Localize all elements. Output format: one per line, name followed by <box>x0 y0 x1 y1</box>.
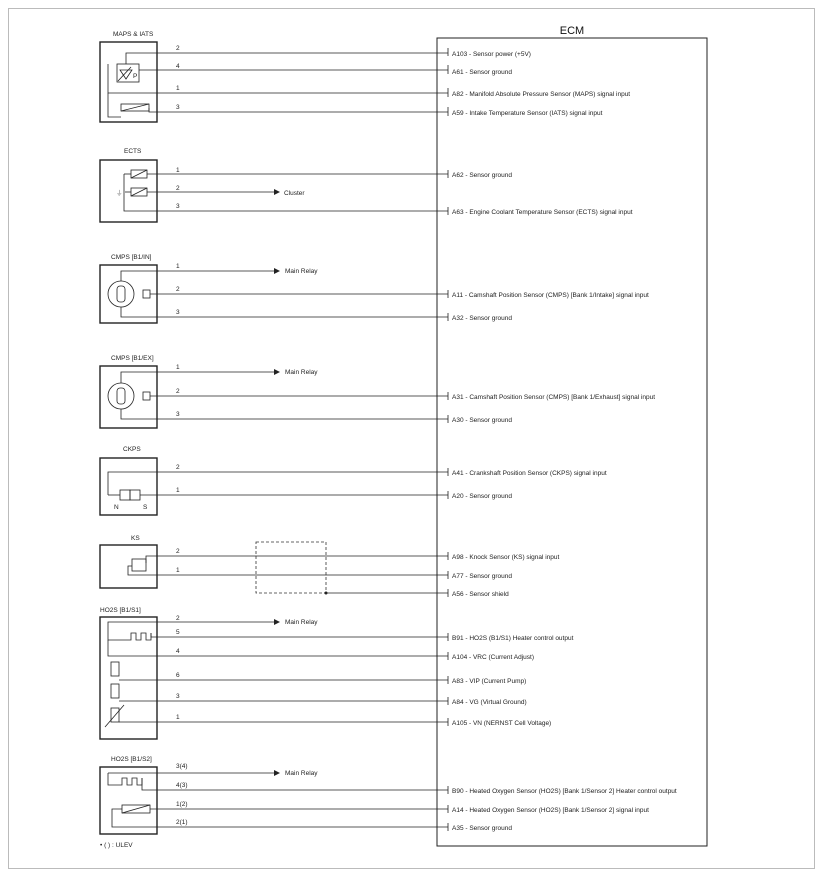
arrow-icon <box>274 268 280 274</box>
external-label: Main Relay <box>285 369 318 376</box>
pin-number: 1 <box>176 263 180 270</box>
arrow-icon <box>274 369 280 375</box>
pin-number: 2 <box>176 464 180 471</box>
component-label: HO2S [B1/S2] <box>111 756 152 763</box>
pin-number: 1(2) <box>176 801 188 808</box>
pin-number: 2 <box>176 286 180 293</box>
pole-label: N <box>114 504 119 511</box>
component-box <box>100 160 157 222</box>
component-label: CMPS [B1/EX] <box>111 355 154 362</box>
component-box <box>100 458 157 515</box>
ecm-terminal: A83 - VIP (Current Pump) <box>452 678 527 685</box>
component-box <box>100 767 157 834</box>
arrow-icon <box>274 770 280 776</box>
component-label: HO2S [B1/S1] <box>100 607 141 614</box>
shield-icon <box>256 542 326 593</box>
ecm-terminal: A105 - VN (NERNST Cell Voltage) <box>452 720 552 727</box>
pin-number: 4(3) <box>176 782 188 789</box>
ecm-terminal: A31 - Camshaft Position Sensor (CMPS) [Bank 1/Exhaust] signal input <box>452 394 656 401</box>
ecm-terminal: A104 - VRC (Current Adjust) <box>452 654 535 661</box>
arrow-icon <box>274 619 280 625</box>
pin-number: 1 <box>176 167 180 174</box>
ecm-terminal: A59 - Intake Temperature Sensor (IATS) signal input <box>452 110 603 117</box>
pole-label: S <box>143 504 148 511</box>
component-label: CMPS [B1/IN] <box>111 254 152 261</box>
component-label: ECTS <box>124 148 142 155</box>
ecm-terminal: A61 - Sensor ground <box>452 69 512 76</box>
pin-number: 3 <box>176 104 180 111</box>
ecm-terminal: A63 - Engine Coolant Temperature Sensor (ECTS) signal input <box>452 209 633 216</box>
arrow-icon <box>274 189 280 195</box>
ecm-terminal: A35 - Sensor ground <box>452 825 512 832</box>
pin-number: 3 <box>176 309 180 316</box>
pin-number: 2 <box>176 185 180 192</box>
ecm-terminal: A30 - Sensor ground <box>452 417 512 424</box>
pin-number: 5 <box>176 629 180 636</box>
component-label: MAPS & IATS <box>113 31 154 38</box>
pin-number: 2 <box>176 615 180 622</box>
component-box <box>100 265 157 323</box>
pin-number: 4 <box>176 63 180 70</box>
ecm-terminal: A56 - Sensor shield <box>452 591 509 598</box>
ecm-terminal: A62 - Sensor ground <box>452 172 512 179</box>
footnote: • ( ) : ULEV <box>100 842 133 849</box>
ecm-title: ECM <box>559 25 585 37</box>
pin-number: 3 <box>176 411 180 418</box>
component-label: CKPS <box>123 446 141 453</box>
component-box <box>100 617 157 739</box>
external-label: Main Relay <box>285 268 318 275</box>
pin-number: 2 <box>176 548 180 555</box>
external-label: Main Relay <box>285 770 318 777</box>
ecm-terminal: A77 - Sensor ground <box>452 573 512 580</box>
ecm-terminal: A103 - Sensor power (+5V) <box>452 51 531 58</box>
pin-number: 2 <box>176 45 180 52</box>
pin-number: 3 <box>176 693 180 700</box>
pin-number: 1 <box>176 567 180 574</box>
pin-number: 2 <box>176 388 180 395</box>
pin-number: 3(4) <box>176 763 188 770</box>
pin-number: 1 <box>176 364 180 371</box>
external-label: Main Relay <box>285 619 318 626</box>
pin-number: 1 <box>176 487 180 494</box>
pin-number: 2(1) <box>176 819 188 826</box>
ecm-terminal: A20 - Sensor ground <box>452 493 512 500</box>
ecm-terminal: A82 - Manifold Absolute Pressure Sensor (MAPS) signal input <box>452 91 631 98</box>
external-label: Cluster <box>284 190 305 197</box>
pin-number: 3 <box>176 203 180 210</box>
ecm-terminal: A84 - VG (Virtual Ground) <box>452 699 527 706</box>
component-box <box>100 545 157 588</box>
ecm-terminal: B91 - HO2S (B1/S1) Heater control output <box>452 635 574 642</box>
ecm-terminal: A98 - Knock Sensor (KS) signal input <box>452 554 560 561</box>
ecm-terminal: B90 - Heated Oxygen Sensor (HO2S) [Bank 1/Sensor 2] Heater control output <box>452 788 677 795</box>
ground-icon: ⏚ <box>116 190 123 197</box>
pin-number: 1 <box>176 714 180 721</box>
ecm-terminal: A11 - Camshaft Position Sensor (CMPS) [Bank 1/Intake] signal input <box>452 292 649 299</box>
pin-number: 6 <box>176 672 180 679</box>
symbol-label: P <box>133 73 138 80</box>
pin-number: 4 <box>176 648 180 655</box>
component-label: KS <box>131 535 140 542</box>
ecm-terminal: A41 - Crankshaft Position Sensor (CKPS) signal input <box>452 470 607 477</box>
ecm-terminal: A32 - Sensor ground <box>452 315 512 322</box>
pin-number: 1 <box>176 85 180 92</box>
ecm-terminal: A14 - Heated Oxygen Sensor (HO2S) [Bank 1/Sensor 2] signal input <box>452 807 649 814</box>
